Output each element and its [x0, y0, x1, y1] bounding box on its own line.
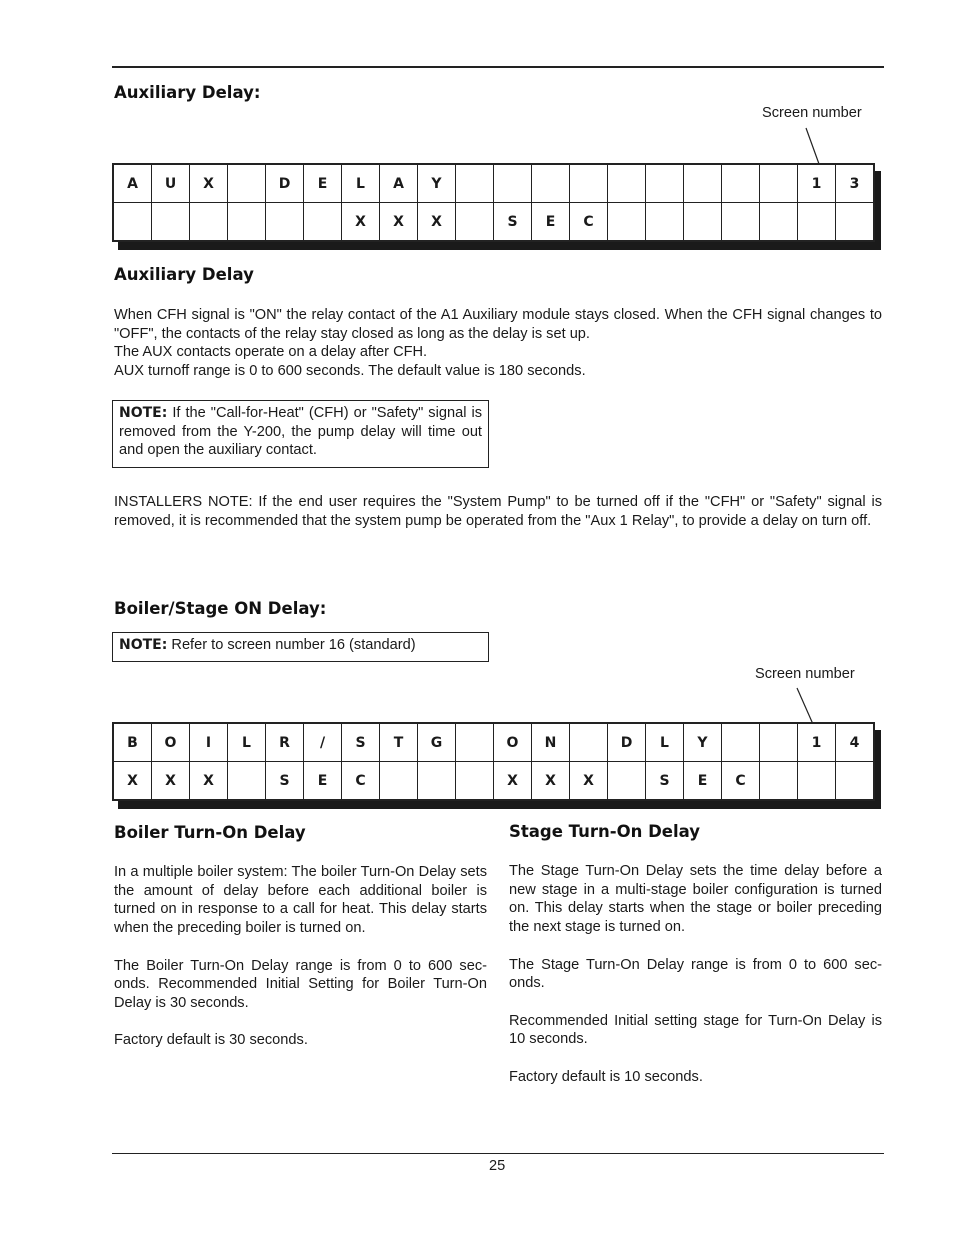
boiler-display-cell: O: [152, 723, 190, 762]
aux-display-cell: X: [380, 203, 418, 242]
boiler-turn-on-paragraph: In a multiple boiler system: The boiler Turn-On Delay sets the amount of delay before each additional boiler is turned on in response to a call for heat. This delay starts when the preceding boiler is turned on.: [114, 864, 487, 937]
boiler-display-cell: B: [113, 723, 152, 762]
aux-display-cell: 3: [836, 164, 875, 203]
aux-delay-heading: Auxiliary Delay:: [114, 83, 261, 102]
boiler-display-cell: [456, 762, 494, 801]
stage-turn-on-paragraph: Factory default is 10 seconds.: [509, 1068, 703, 1085]
boiler-display-cell: S: [266, 762, 304, 801]
aux-delay-paragraph: When CFH signal is "ON" the relay contact of the A1 Auxiliary module stays closed. When the CFH signal changes to "OFF", the contacts of the relay stay closed as long as the delay is set up.: [114, 307, 882, 342]
boiler-display-cell: T: [380, 723, 418, 762]
aux-display-cell: C: [570, 203, 608, 242]
aux-delay-subheading: Auxiliary Delay: [114, 265, 254, 284]
boiler-turn-on-paragraph: Factory default is 30 seconds.: [114, 1032, 308, 1049]
page-number: 25: [489, 1158, 506, 1174]
boiler-display-grid: [112, 722, 875, 801]
aux-display-cell: A: [113, 164, 152, 203]
boiler-display-cell: I: [190, 723, 228, 762]
boiler-display-cell: 1: [798, 723, 836, 762]
boiler-display-cell: [228, 762, 266, 801]
boiler-display-cell: [418, 762, 456, 801]
note-text: Refer to screen number 16 (standard): [167, 637, 416, 653]
aux-display-cell: A: [380, 164, 418, 203]
boiler-display-cell: X: [494, 762, 532, 801]
aux-screen-number-label: Screen number: [762, 105, 862, 121]
boiler-display-cell: 4: [836, 723, 875, 762]
boiler-display-screen: [112, 722, 875, 801]
aux-delay-paragraph: AUX turnoff range is 0 to 600 seconds. The default value is 180 seconds.: [114, 363, 586, 380]
aux-display-cell: E: [532, 203, 570, 242]
boiler-display-row: [113, 723, 874, 762]
stage-turn-on-paragraph: The Stage Turn-On Delay range is from 0 to 600 sec-onds.: [509, 956, 882, 992]
boiler-display-cell: [836, 762, 875, 801]
boiler-display-cell: N: [532, 723, 570, 762]
boiler-display-cell: R: [266, 723, 304, 762]
boiler-display-cell: X: [152, 762, 190, 801]
boiler-display-cell: [570, 723, 608, 762]
boiler-display-cell: E: [304, 762, 342, 801]
boiler-display-cell: Y: [684, 723, 722, 762]
note-label: NOTE:: [119, 637, 168, 653]
aux-display-cell: S: [494, 203, 532, 242]
boiler-stage-heading: Boiler/Stage ON Delay:: [114, 599, 327, 618]
boiler-display-cell: X: [532, 762, 570, 801]
boiler-display-cell: C: [722, 762, 760, 801]
stage-turn-on-text: [509, 862, 882, 1086]
note-text: If the "Call-for-Heat" (CFH) or "Safety" signal is removed from the Y-200, the pump delay will time out and open the auxiliary contact.: [119, 405, 482, 459]
aux-display-cell: E: [304, 164, 342, 203]
stage-turn-on-paragraph: The Stage Turn-On Delay sets the time delay before a new stage in a multi-stage boiler configuration is turned on. This delay starts when the stage or boiler preceding the next stage is turned on.: [509, 863, 882, 936]
stage-turn-on-paragraph: Recommended Initial setting stage for Turn-On Delay is 10 seconds.: [509, 1012, 882, 1048]
boiler-display-cell: O: [494, 723, 532, 762]
boiler-display-row: [113, 762, 874, 801]
note-label: NOTE:: [119, 405, 168, 421]
boiler-display-cell: [798, 762, 836, 801]
aux-display-cell: X: [342, 203, 380, 242]
stage-turn-on-heading: Stage Turn-On Delay: [509, 822, 701, 841]
installers-note: INSTALLERS NOTE: If the end user requires the "System Pump" to be turned off if the "CFH" or "Safety" signal is removed, it is recommended that the system pump be operated from the "Aux 1 Relay", to provide a delay on turn off.: [114, 494, 882, 529]
boiler-turn-on-heading: Boiler Turn-On Delay: [114, 823, 306, 842]
boiler-display-cell: [608, 762, 646, 801]
boiler-display-cell: [722, 723, 760, 762]
aux-display-cell: U: [152, 164, 190, 203]
boiler-display-cell: E: [684, 762, 722, 801]
boiler-display-cell: [760, 762, 798, 801]
boiler-display-cell: S: [342, 723, 380, 762]
aux-display-cell: X: [418, 203, 456, 242]
boiler-display-cell: G: [418, 723, 456, 762]
boiler-display-cell: X: [570, 762, 608, 801]
footer-rule: [112, 1153, 884, 1154]
aux-display-cell: L: [342, 164, 380, 203]
boiler-display-cell: /: [304, 723, 342, 762]
boiler-display-cell: L: [228, 723, 266, 762]
boiler-display-cell: [380, 762, 418, 801]
boiler-screen-number-label: Screen number: [755, 666, 855, 682]
boiler-turn-on-paragraph: The Boiler Turn-On Delay range is from 0 to 600 sec-onds. Recommended Initial Setting for Boiler Turn-On Delay is 30 seconds.: [114, 957, 487, 1011]
boiler-display-cell: D: [608, 723, 646, 762]
boiler-turn-on-text: [114, 863, 487, 1050]
aux-display-cell: X: [190, 164, 228, 203]
boiler-display-cell: [760, 723, 798, 762]
aux-delay-paragraph: The AUX contacts operate on a delay after CFH.: [114, 344, 428, 361]
boiler-display-cell: [456, 723, 494, 762]
aux-display-cell: 1: [798, 164, 836, 203]
aux-display-cell: Y: [418, 164, 456, 203]
aux-display-cell: D: [266, 164, 304, 203]
boiler-display-cell: L: [646, 723, 684, 762]
boiler-display-cell: C: [342, 762, 380, 801]
boiler-display-cell: X: [113, 762, 152, 801]
boiler-display-cell: S: [646, 762, 684, 801]
boiler-display-cell: X: [190, 762, 228, 801]
